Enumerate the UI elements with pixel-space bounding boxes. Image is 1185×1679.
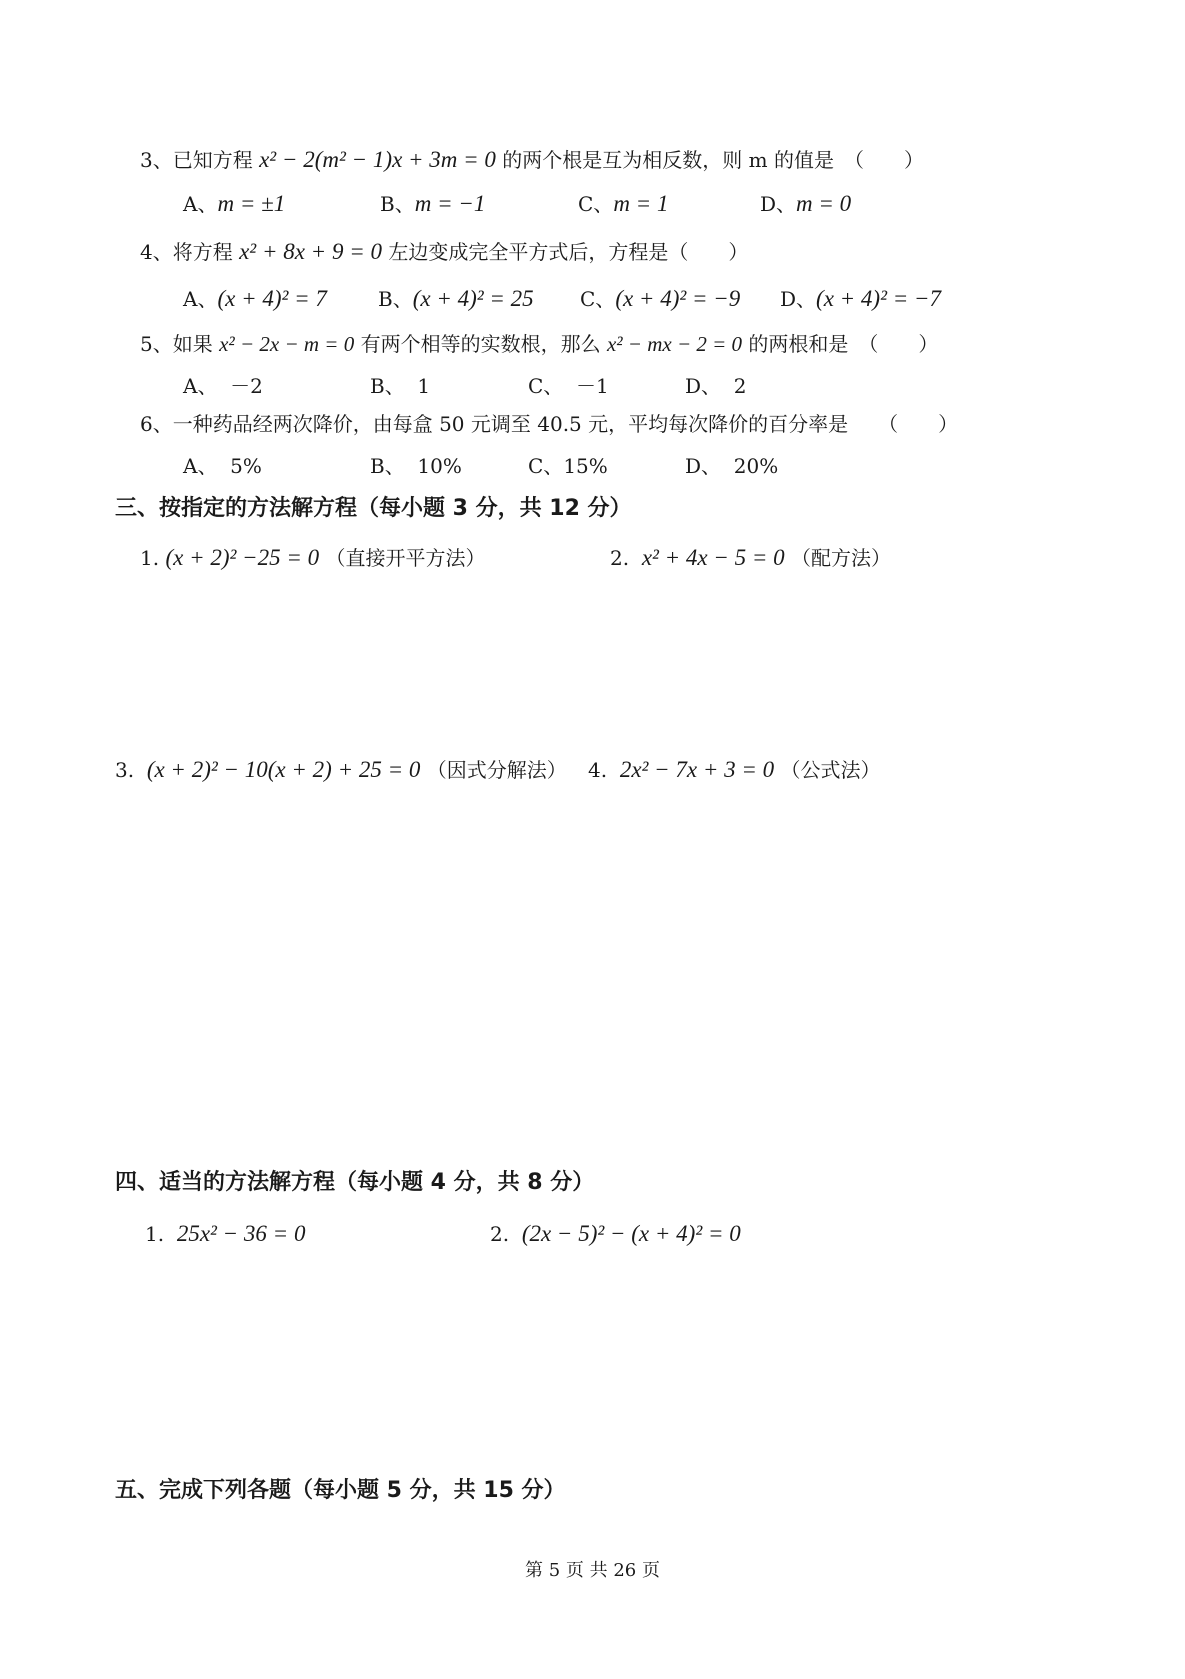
page-footer: 第 5 页 共 26 页 (525, 1560, 660, 1581)
question-5-option-a: A、 －2 (183, 374, 263, 398)
question-4-tail: 左边变成完全平方式后，方程是（ ） (388, 240, 749, 264)
section-3-problem-3: 3. (x + 2)² − 10(x + 2) + 25 = 0 （因式分解法） (115, 757, 567, 782)
question-3 (140, 146, 924, 174)
section-4-problem-2: 2. (2x − 5)² − (x + 4)² = 0 (490, 1221, 741, 1246)
question-6-option-c: C、15% (528, 454, 608, 478)
section-4-title: 四、适当的方法解方程（每小题 4 分，共 8 分） (115, 1170, 595, 1195)
section-3-problem-2: 2. x² + 4x − 5 = 0 （配方法） (610, 545, 892, 570)
question-5-option-b: B、 1 (370, 374, 431, 398)
question-3-option-a: A、m = ±1 (183, 191, 286, 216)
question-4-option-a: A、(x + 4)² = 7 (183, 286, 327, 311)
question-4 (140, 238, 748, 266)
question-6-option-b: B、 10% (370, 454, 462, 478)
section-3-problem-1: 1. (x + 2)² −25 = 0 （直接开平方法） (140, 545, 486, 570)
question-3-option-c: C、m = 1 (578, 191, 669, 216)
question-5-option-c: C、 －1 (528, 374, 609, 398)
question-4-option-c: C、(x + 4)² = −9 (580, 286, 741, 311)
question-6 (140, 410, 958, 438)
section-4-problem-1: 1. 25x² − 36 = 0 (145, 1221, 306, 1246)
question-3-stem: 3、已知方程 (140, 148, 253, 172)
question-5 (140, 330, 938, 358)
question-6-option-a: A、 5% (183, 454, 262, 478)
section-3-problem-4: 4. 2x² − 7x + 3 = 0 （公式法） (588, 757, 881, 782)
question-4-equation: x² + 8x + 9 = 0 (239, 239, 382, 264)
question-3-equation: x² − 2(m² − 1)x + 3m = 0 (259, 147, 496, 172)
question-4-stem: 4、将方程 (140, 240, 233, 264)
section-5-title: 五、完成下列各题（每小题 5 分，共 15 分） (115, 1478, 566, 1503)
question-3-option-d: D、m = 0 (760, 191, 852, 216)
question-6-option-d: D、 20% (685, 454, 779, 478)
question-3-option-b: B、m = −1 (380, 191, 486, 216)
question-5-equation-1: x² − 2x − m = 0 (219, 332, 355, 356)
question-4-option-d: D、(x + 4)² = −7 (780, 286, 942, 311)
question-5-mid: 有两个相等的实数根，那么 (360, 332, 601, 356)
question-6-stem: 6、一种药品经两次降价，由每盒 50 元调至 40.5 元，平均每次降价的百分率是 （ ） (140, 412, 959, 436)
section-3-title: 三、按指定的方法解方程（每小题 3 分，共 12 分） (115, 496, 632, 521)
question-5-tail: 的两根和是 （ ） (748, 332, 939, 356)
question-5-equation-2: x² − mx − 2 = 0 (606, 332, 743, 356)
question-4-option-b: B、(x + 4)² = 25 (378, 286, 534, 311)
question-3-tail: 的两个根是互为相反数，则 m 的值是 （ ） (502, 148, 924, 172)
question-5-option-d: D、 2 (685, 374, 747, 398)
question-5-stem: 5、如果 (140, 332, 213, 356)
